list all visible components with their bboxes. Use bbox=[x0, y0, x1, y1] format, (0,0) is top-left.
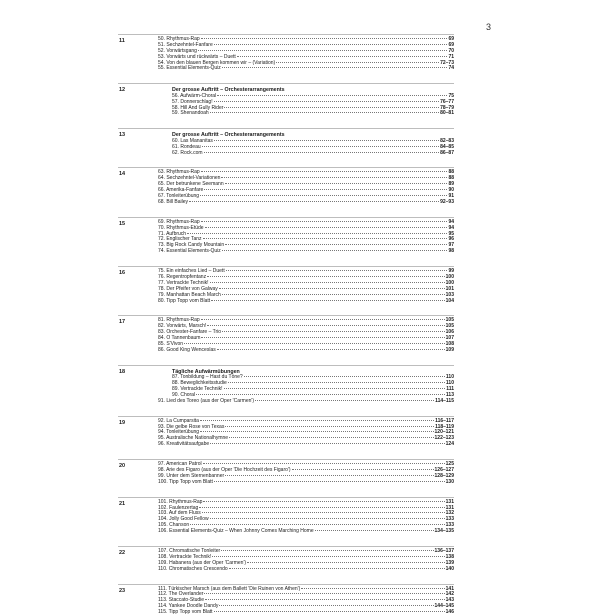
toc-section bbox=[118, 128, 454, 156]
dot-leader bbox=[214, 44, 448, 45]
entry-pages: 76–77 bbox=[440, 98, 454, 105]
entry-pages: 110 bbox=[445, 380, 454, 387]
entry-title: 102. Faulenzertag bbox=[158, 504, 199, 511]
entry-title: 87. Tonbildung – Hast du Töne? bbox=[172, 374, 243, 381]
entry-title: 105. Chanson bbox=[158, 522, 190, 529]
page-number: 3 bbox=[486, 22, 492, 32]
entry-list bbox=[118, 37, 454, 72]
entry-title: 77. Vertrackte Technik! bbox=[158, 279, 209, 286]
toc-entry[interactable] bbox=[158, 249, 454, 255]
dot-leader bbox=[190, 524, 445, 525]
toc-section bbox=[118, 83, 454, 117]
entry-pages: 92–93 bbox=[440, 198, 454, 205]
entry-title: 93. Die gelbe Rose von Texas bbox=[158, 423, 225, 430]
toc-section bbox=[118, 365, 454, 405]
dot-leader bbox=[200, 431, 433, 432]
entry-pages: 71 bbox=[448, 53, 454, 60]
entry-pages: 103 bbox=[445, 291, 454, 298]
dot-leader bbox=[198, 50, 448, 51]
dot-leader bbox=[187, 233, 447, 234]
entry-title: 104. Jolly Good Fellow bbox=[158, 516, 209, 523]
section-number: 12 bbox=[119, 87, 126, 94]
entry-title: 108. Vertrackte Technik! bbox=[158, 553, 212, 560]
entry-pages: 105 bbox=[445, 323, 454, 330]
dot-leader bbox=[214, 101, 440, 102]
entry-list bbox=[118, 220, 454, 255]
toc-section bbox=[118, 34, 454, 72]
entry-pages: 72–73 bbox=[440, 59, 454, 66]
dot-leader bbox=[202, 146, 439, 147]
entry-list bbox=[118, 139, 454, 157]
section-heading: Der grosse Auftritt – Orchesterarrangements bbox=[172, 132, 285, 139]
dot-leader bbox=[200, 420, 434, 421]
entry-list bbox=[118, 269, 454, 304]
dot-leader bbox=[207, 325, 444, 326]
entry-title: 88. Beweglichkeitsstudie bbox=[172, 380, 227, 387]
entry-pages: 88 bbox=[448, 175, 454, 182]
entry-pages: 141 bbox=[445, 585, 454, 592]
dot-leader bbox=[201, 319, 445, 320]
dot-leader bbox=[222, 250, 448, 251]
entry-title: 89. Vertrackte Technik! bbox=[172, 385, 223, 392]
dot-leader bbox=[237, 56, 448, 57]
dot-leader bbox=[214, 481, 445, 482]
toc-entry[interactable] bbox=[158, 299, 454, 305]
entry-pages: 94 bbox=[448, 218, 454, 225]
entry-list bbox=[118, 500, 454, 535]
dot-leader bbox=[212, 556, 444, 557]
entry-pages: 133 bbox=[445, 516, 454, 523]
entry-pages: 132 bbox=[445, 510, 454, 517]
entry-title: 56. Aufwärm-Choral bbox=[172, 92, 217, 99]
section-number: 14 bbox=[119, 171, 126, 178]
entry-list bbox=[118, 318, 454, 353]
toc-entry[interactable] bbox=[158, 66, 454, 72]
entry-title: 70. Rhythmus-Etüde bbox=[158, 224, 204, 231]
toc-entry[interactable] bbox=[158, 200, 454, 206]
entry-title: 75. Ein einfaches Lied – Duett bbox=[158, 268, 225, 275]
entry-pages: 91 bbox=[448, 192, 454, 199]
entry-title: 96. Kreativitätsaufgabe bbox=[158, 441, 210, 448]
toc-entry[interactable] bbox=[158, 442, 454, 448]
toc-entry[interactable] bbox=[172, 111, 454, 117]
entry-title: 79. Manhattan Beach March bbox=[158, 291, 221, 298]
dot-leader bbox=[210, 518, 445, 519]
entry-title: 67. Tonleiterübung bbox=[158, 192, 200, 199]
entry-pages: 108 bbox=[445, 340, 454, 347]
entry-title: 65. Der betrunkene Seemann bbox=[158, 181, 224, 188]
entry-title: 53. Vorwärts und rückwärts – Duett bbox=[158, 53, 236, 60]
dot-leader bbox=[222, 67, 448, 68]
entry-title: 86. Good King Wenceslas bbox=[158, 346, 216, 353]
entry-list bbox=[118, 170, 454, 205]
toc-section bbox=[118, 315, 454, 353]
dot-leader bbox=[201, 38, 448, 39]
entry-pages: 97 bbox=[448, 242, 454, 249]
dot-leader bbox=[224, 107, 439, 108]
entry-title: 100. Tipp Topp vom Blatt bbox=[158, 478, 213, 485]
toc-entry[interactable] bbox=[158, 348, 454, 354]
entry-title: 74. Essential Elements-Quiz bbox=[158, 248, 221, 255]
entry-pages: 122–123 bbox=[434, 435, 454, 442]
entry-title: 57. Donnerschlag! bbox=[172, 98, 213, 105]
entry-title: 95. Australische Nationalhymne bbox=[158, 435, 229, 442]
entry-pages: 82–83 bbox=[440, 137, 454, 144]
dot-leader bbox=[204, 189, 447, 190]
dot-leader bbox=[214, 140, 439, 141]
section-number: 23 bbox=[119, 587, 126, 594]
entry-title: 106. Essential Elements-Quiz – When Johnny Comes Marching Home bbox=[158, 528, 314, 535]
entry-title: 52. Vorwärtsgang bbox=[158, 47, 197, 54]
section-number: 19 bbox=[119, 419, 126, 426]
entry-list bbox=[118, 549, 454, 573]
entry-pages: 78–79 bbox=[440, 104, 454, 111]
entry-pages: 133 bbox=[445, 522, 454, 529]
entry-title: 81. Rhythmus-Rap bbox=[158, 317, 200, 324]
entry-pages: 80–81 bbox=[440, 110, 454, 117]
dot-leader bbox=[203, 238, 448, 239]
entry-list bbox=[118, 462, 454, 486]
entry-title: 63. Rhythmus-Rap bbox=[158, 169, 200, 176]
dot-leader bbox=[217, 349, 445, 350]
entry-title: 50. Rhythmus-Rap bbox=[158, 36, 200, 42]
entry-title: 115. Tipp Topp vom Blatt bbox=[158, 609, 213, 616]
dot-leader bbox=[244, 376, 445, 377]
dot-leader bbox=[315, 530, 434, 531]
entry-pages: 105 bbox=[445, 317, 454, 324]
dot-leader bbox=[205, 227, 448, 228]
entry-pages: 74 bbox=[448, 65, 454, 72]
entry-title: 60. Las Mananitas bbox=[172, 137, 213, 144]
dot-leader bbox=[214, 611, 445, 612]
dot-leader bbox=[196, 394, 445, 395]
dot-leader bbox=[292, 469, 434, 470]
dot-leader bbox=[228, 382, 445, 383]
dot-leader bbox=[224, 388, 446, 389]
entry-pages: 75 bbox=[448, 92, 454, 99]
entry-list bbox=[118, 94, 454, 118]
entry-title: 84. O Tannenbaum bbox=[158, 335, 201, 342]
dot-leader bbox=[204, 152, 440, 153]
entry-title: 112. The Overlander bbox=[158, 591, 204, 598]
entry-pages: 114–115 bbox=[435, 397, 454, 404]
toc-section bbox=[118, 167, 454, 205]
entry-title: 111. Türkischer Marsch (aus dem Ballett 'Die Ruinen von Athen') bbox=[158, 585, 301, 592]
entry-title: 107. Chromatische Tonleiter bbox=[158, 547, 221, 554]
entry-title: 58. Hill And Gully Rider bbox=[172, 104, 224, 111]
entry-list bbox=[118, 587, 454, 616]
section-number: 20 bbox=[119, 463, 126, 470]
entry-pages: 110 bbox=[445, 374, 454, 381]
entry-title: 55. Essential Elements-Quiz bbox=[158, 65, 221, 72]
dot-leader bbox=[199, 507, 444, 508]
entry-pages: 131 bbox=[445, 498, 454, 505]
dot-leader bbox=[200, 195, 447, 196]
section-number: 22 bbox=[119, 549, 126, 556]
entry-title: 62. Rock.com bbox=[172, 149, 203, 156]
toc-section bbox=[118, 459, 454, 486]
entry-pages: 128–129 bbox=[434, 472, 454, 479]
entry-pages: 106 bbox=[445, 329, 454, 336]
dot-leader bbox=[247, 562, 445, 563]
entry-pages: 125 bbox=[445, 461, 454, 468]
entry-pages: 118–119 bbox=[435, 423, 454, 430]
dot-leader bbox=[226, 270, 448, 271]
entry-title: 94. Tonleiterübung bbox=[158, 429, 200, 436]
dot-leader bbox=[203, 501, 444, 502]
entry-pages: 143 bbox=[445, 597, 454, 604]
entry-title: 90. Choral bbox=[172, 391, 196, 398]
dot-leader bbox=[255, 400, 434, 401]
dot-leader bbox=[201, 221, 448, 222]
dot-leader bbox=[229, 437, 433, 438]
entry-pages: 146 bbox=[445, 609, 454, 616]
section-number: 15 bbox=[119, 220, 126, 227]
entry-pages: 84–85 bbox=[440, 143, 454, 150]
entry-title: 69. Rhythmus-Rap bbox=[158, 218, 200, 225]
entry-title: 110. Chromatisches Crescendo bbox=[158, 565, 228, 572]
entry-title: 99. Unter dem Sternenbanner bbox=[158, 472, 225, 479]
dot-leader bbox=[222, 331, 445, 332]
entry-title: 97. American Patrol bbox=[158, 461, 202, 468]
entry-pages: 70 bbox=[448, 47, 454, 54]
entry-pages: 134–135 bbox=[434, 528, 454, 535]
dot-leader bbox=[207, 276, 445, 277]
entry-title: 113. Staccato-Studie bbox=[158, 597, 205, 604]
toc-section bbox=[118, 217, 454, 255]
entry-title: 78. Der Pfeifer von Galway bbox=[158, 285, 218, 292]
entry-pages: 98 bbox=[448, 248, 454, 255]
dot-leader bbox=[225, 244, 447, 245]
entry-pages: 131 bbox=[445, 504, 454, 511]
entry-pages: 99 bbox=[448, 268, 454, 275]
entry-pages: 126–127 bbox=[434, 466, 454, 473]
entry-title: 61. Rondeau bbox=[172, 143, 201, 150]
dot-leader bbox=[189, 201, 439, 202]
dot-leader bbox=[210, 112, 439, 113]
toc-entry[interactable] bbox=[158, 610, 454, 616]
dot-leader bbox=[210, 443, 445, 444]
entry-title: 83. Orchester-Fanfare – Trio bbox=[158, 329, 222, 336]
toc-entry[interactable] bbox=[172, 151, 454, 157]
section-number: 16 bbox=[119, 270, 126, 277]
dot-leader bbox=[225, 183, 448, 184]
dot-leader bbox=[210, 282, 445, 283]
entry-pages: 111 bbox=[446, 385, 454, 392]
dot-leader bbox=[184, 343, 445, 344]
dot-leader bbox=[219, 288, 445, 289]
section-heading: Tägliche Aufwärmübungen bbox=[172, 368, 240, 375]
entry-title: 85. S'Vivon bbox=[158, 340, 184, 347]
section-number: 13 bbox=[119, 132, 126, 139]
toc-section bbox=[118, 497, 454, 535]
entry-title: 103. Auf dem Fluss bbox=[158, 510, 201, 517]
entry-title: 82. Vorwärts, Marsch! bbox=[158, 323, 207, 330]
entry-title: 66. Amerika-Fanfare bbox=[158, 187, 204, 194]
dot-leader bbox=[225, 426, 434, 427]
dot-leader bbox=[201, 171, 448, 172]
entry-title: 91. Lied des Toreo (aus der Oper 'Carmen') bbox=[158, 397, 255, 404]
entry-pages: 120–121 bbox=[434, 429, 454, 436]
dot-leader bbox=[222, 294, 445, 295]
entry-title: 64. Sechzehntel-Variationen bbox=[158, 175, 221, 182]
entry-pages: 89 bbox=[448, 181, 454, 188]
entry-pages: 100 bbox=[445, 279, 454, 286]
toc-entry[interactable] bbox=[158, 399, 454, 405]
dot-leader bbox=[301, 588, 444, 589]
entry-title: 109. Habanera (aus der Oper 'Carmen') bbox=[158, 559, 247, 566]
dot-leader bbox=[221, 550, 433, 551]
entry-title: 73. Big Rock Candy Mountain bbox=[158, 242, 225, 249]
entry-pages: 104 bbox=[445, 297, 454, 304]
entry-title: 76. Regentropfentanz bbox=[158, 273, 207, 280]
section-number: 11 bbox=[119, 38, 125, 44]
entry-title: 101. Rhythmus-Rap bbox=[158, 498, 203, 505]
toc-entry[interactable] bbox=[158, 480, 454, 486]
toc-section bbox=[118, 546, 454, 573]
entry-pages: 139 bbox=[445, 559, 454, 566]
entry-pages: 144–145 bbox=[434, 603, 454, 610]
entry-pages: 69 bbox=[448, 41, 454, 48]
entry-list bbox=[118, 375, 454, 399]
entry-title: 98. Arie des Figaro (aus der Oper 'Die Hochzeit des Figaro') bbox=[158, 466, 291, 473]
dot-leader bbox=[219, 605, 433, 606]
dot-leader bbox=[221, 177, 447, 178]
toc-entry[interactable] bbox=[158, 567, 454, 573]
dot-leader bbox=[204, 593, 444, 594]
entry-title: 51. Sechzehntel-Fanfare bbox=[158, 41, 213, 48]
entry-pages: 100 bbox=[445, 273, 454, 280]
entry-pages: 140 bbox=[445, 565, 454, 572]
entry-pages: 86–87 bbox=[440, 149, 454, 156]
dot-leader bbox=[211, 300, 444, 301]
entry-pages: 96 bbox=[448, 236, 454, 243]
table-of-contents bbox=[0, 34, 600, 616]
toc-section bbox=[118, 416, 454, 448]
entry-title: 54. Von den blauen Bergen kommen wir – (Variation) bbox=[158, 59, 276, 66]
entry-pages: 107 bbox=[445, 335, 454, 342]
entry-title: 80. Tipp Topp vom Blatt bbox=[158, 297, 211, 304]
entry-list-trailing bbox=[118, 399, 454, 405]
entry-title: 68. Bill Bailey bbox=[158, 198, 189, 205]
toc-section bbox=[118, 266, 454, 304]
entry-title: 114. Yankee Doodle Dandy bbox=[158, 603, 219, 610]
entry-pages: 95 bbox=[448, 230, 454, 237]
entry-pages: 124 bbox=[445, 441, 454, 448]
entry-pages: 130 bbox=[445, 478, 454, 485]
entry-pages: 116–117 bbox=[435, 417, 454, 424]
entry-pages: 69 bbox=[448, 36, 454, 42]
dot-leader bbox=[276, 62, 439, 63]
entry-title: 72. Englischer Tanz bbox=[158, 236, 202, 243]
dot-leader bbox=[202, 512, 445, 513]
dot-leader bbox=[201, 337, 444, 338]
dot-leader bbox=[229, 568, 445, 569]
toc-entry[interactable] bbox=[158, 529, 454, 535]
entry-pages: 94 bbox=[448, 224, 454, 231]
dot-leader bbox=[225, 475, 433, 476]
entry-pages: 90 bbox=[448, 187, 454, 194]
dot-leader bbox=[217, 95, 447, 96]
entry-pages: 88 bbox=[448, 169, 454, 176]
entry-pages: 113 bbox=[445, 391, 454, 398]
section-number: 17 bbox=[119, 319, 126, 326]
entry-list bbox=[118, 419, 454, 448]
entry-pages: 136–137 bbox=[434, 547, 454, 554]
entry-pages: 142 bbox=[445, 591, 454, 598]
entry-pages: 138 bbox=[445, 553, 454, 560]
dot-leader bbox=[203, 463, 445, 464]
entry-pages: 101 bbox=[445, 285, 454, 292]
entry-title: 59. Shenandoah bbox=[172, 110, 209, 117]
entry-pages: 109 bbox=[445, 346, 454, 353]
entry-title: 92. La Cumparsita bbox=[158, 417, 199, 424]
entry-title: 71. Aufbruch bbox=[158, 230, 187, 237]
section-heading: Der grosse Auftritt – Orchesterarrangements bbox=[172, 87, 285, 94]
section-number: 21 bbox=[119, 500, 126, 507]
section-number: 18 bbox=[119, 368, 126, 375]
